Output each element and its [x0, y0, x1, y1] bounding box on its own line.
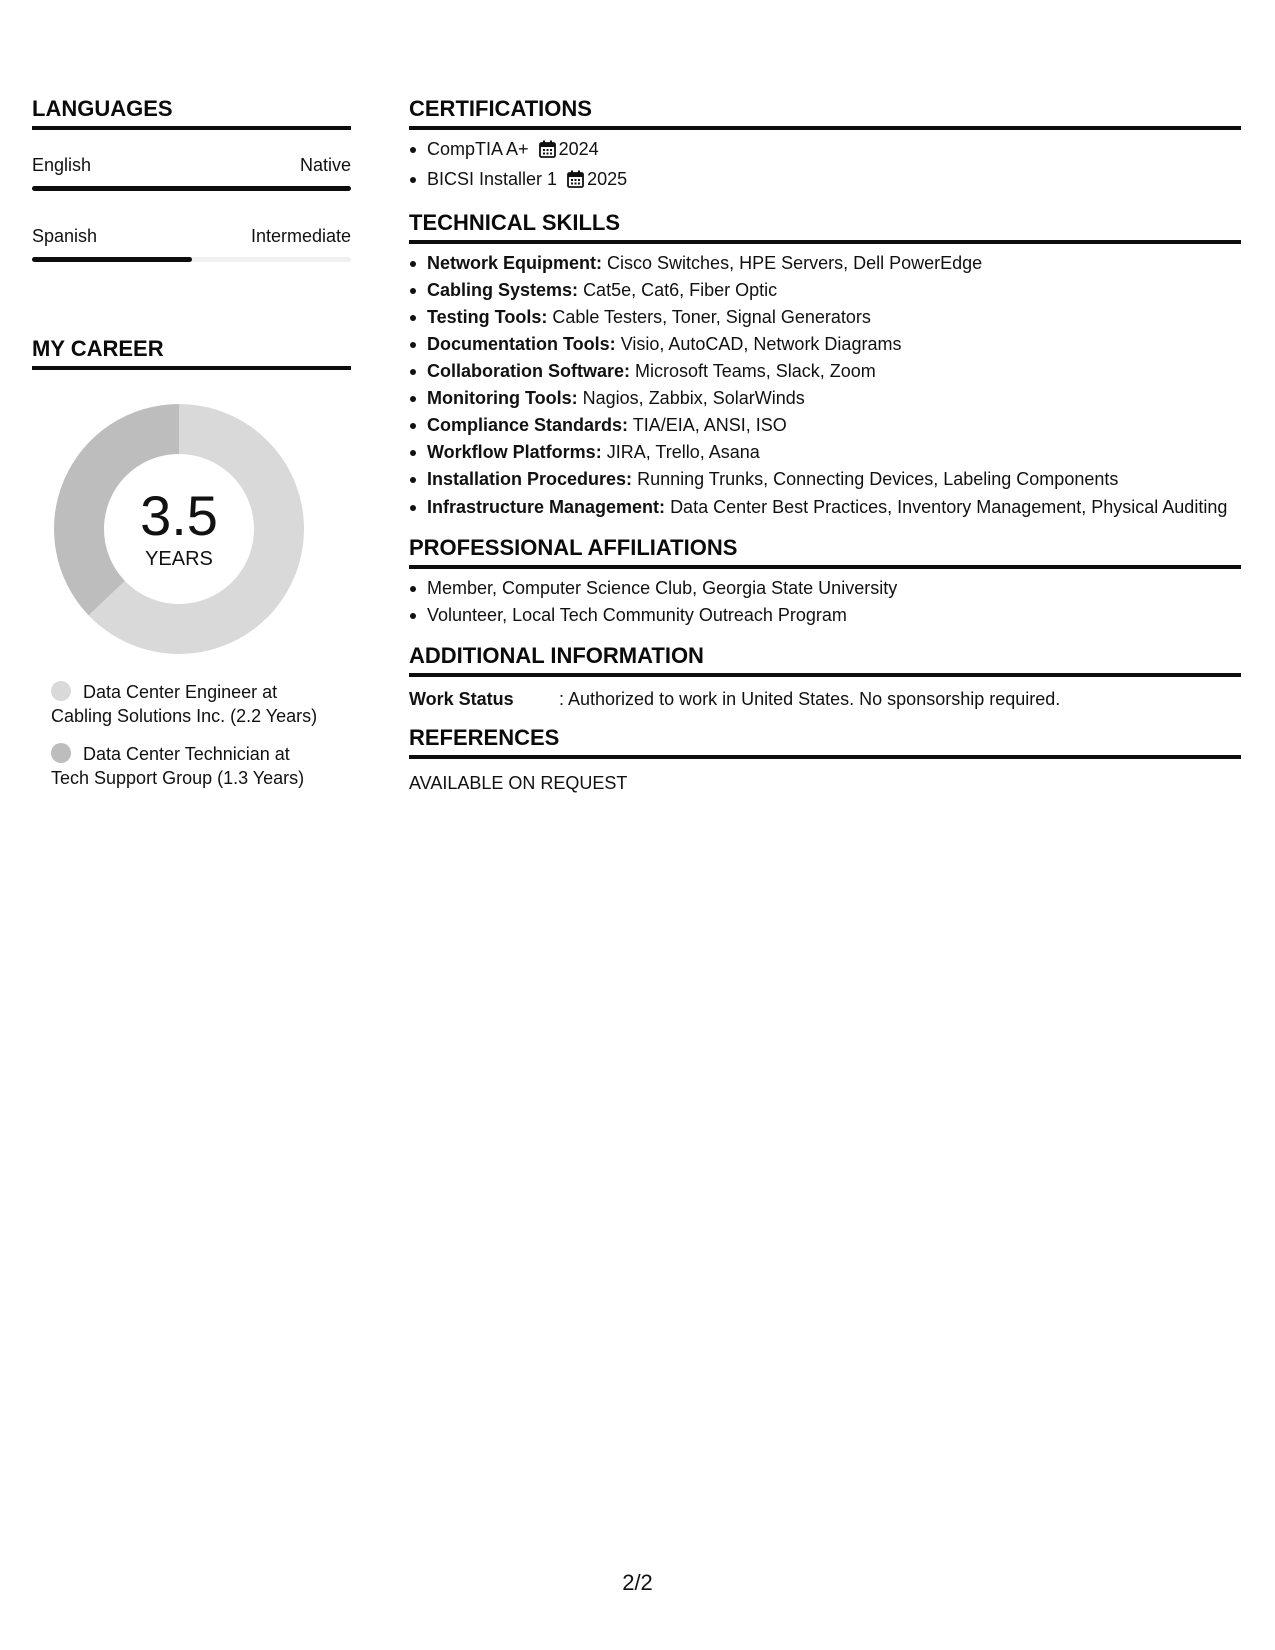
language-proficiency-fill	[32, 186, 351, 191]
skill-label: Testing Tools:	[427, 307, 548, 327]
skill-label: Installation Procedures:	[427, 469, 633, 489]
language-item-spanish	[32, 225, 351, 262]
skill-item	[409, 439, 1241, 466]
skill-label: Cabling Systems:	[427, 280, 579, 300]
language-name: English	[32, 155, 92, 175]
skill-item	[409, 385, 1241, 412]
skill-item	[409, 277, 1241, 304]
language-name: Spanish	[32, 226, 98, 246]
affiliations-section	[409, 535, 1241, 629]
references-title: REFERENCES	[409, 725, 560, 750]
section-divider	[32, 366, 351, 370]
skill-label: Network Equipment:	[427, 253, 603, 273]
legend-item	[51, 680, 321, 728]
skill-value: Cisco Switches, HPE Servers, Dell PowerEdge	[607, 253, 983, 273]
skill-item	[409, 304, 1241, 331]
skill-value: TIA/EIA, ANSI, ISO	[632, 415, 787, 435]
skill-item	[409, 412, 1241, 439]
main-column	[409, 96, 1241, 809]
certification-year: 2024	[558, 139, 599, 159]
language-item-english	[32, 154, 351, 191]
section-divider	[32, 126, 351, 130]
work-status-value: : Authorized to work in United States. No sponsorship required.	[559, 689, 1061, 709]
career-title: MY CAREER	[32, 336, 164, 361]
skill-label: Compliance Standards:	[427, 415, 629, 435]
certification-item	[409, 166, 1241, 196]
legend-swatch	[51, 743, 71, 763]
skill-label: Monitoring Tools:	[427, 388, 578, 408]
skill-item	[409, 466, 1241, 493]
donut-center	[54, 404, 304, 654]
legend-swatch	[51, 681, 71, 701]
skill-value: JIRA, Trello, Asana	[606, 442, 760, 462]
skill-item	[409, 358, 1241, 385]
section-divider	[409, 673, 1241, 677]
language-proficiency-bar	[32, 257, 351, 262]
skill-label: Documentation Tools:	[427, 334, 616, 354]
certification-item	[409, 136, 1241, 166]
skill-label: Infrastructure Management:	[427, 497, 666, 517]
language-proficiency-bar	[32, 186, 351, 191]
skill-item	[409, 331, 1241, 358]
references-section	[409, 725, 1241, 795]
affiliation-item: Volunteer, Local Tech Community Outreach Program	[409, 602, 1241, 629]
career-legend	[51, 680, 321, 790]
skill-value: Data Center Best Practices, Inventory Management, Physical Auditing	[670, 497, 1228, 517]
language-level: Native	[299, 155, 351, 175]
skill-label: Workflow Platforms:	[427, 442, 602, 462]
additional-info-title: ADDITIONAL INFORMATION	[409, 643, 704, 668]
certifications-title: CERTIFICATIONS	[409, 96, 592, 121]
language-level: Intermediate	[250, 226, 351, 246]
technical-skills-section	[409, 210, 1241, 521]
certifications-list	[409, 136, 1241, 196]
work-status-row	[409, 687, 1241, 711]
certifications-section	[409, 96, 1241, 196]
skill-item	[409, 493, 1241, 521]
calendar-icon	[567, 169, 584, 196]
affiliations-list	[409, 575, 1241, 629]
page-number: 2/2	[622, 1570, 653, 1595]
career-total-unit: YEARS	[145, 548, 213, 570]
certification-name: BICSI Installer 1	[427, 169, 558, 189]
technical-skills-title: TECHNICAL SKILLS	[409, 210, 621, 235]
skill-value: Running Trunks, Connecting Devices, Labeling Components	[637, 469, 1119, 489]
languages-section	[32, 96, 351, 262]
language-proficiency-fill	[32, 257, 192, 262]
career-section	[32, 336, 351, 804]
references-text: AVAILABLE ON REQUEST	[409, 773, 628, 793]
skill-value: Visio, AutoCAD, Network Diagrams	[620, 334, 902, 354]
certification-year: 2025	[587, 169, 628, 189]
calendar-icon	[539, 139, 556, 166]
affiliation-item: Member, Computer Science Club, Georgia State University	[409, 575, 1241, 602]
skill-label: Collaboration Software:	[427, 361, 631, 381]
career-total-years: 3.5	[140, 484, 218, 547]
legend-label: Data Center Engineer at Cabling Solutions Inc. (2.2 Years)	[51, 682, 318, 726]
skill-value: Cat5e, Cat6, Fiber Optic	[583, 280, 778, 300]
skill-value: Microsoft Teams, Slack, Zoom	[635, 361, 876, 381]
certification-name: CompTIA A+	[427, 139, 529, 159]
section-divider	[409, 755, 1241, 759]
legend-label: Data Center Technician at Tech Support Group (1.3 Years)	[51, 744, 305, 788]
career-donut-chart	[54, 404, 304, 654]
skill-value: Nagios, Zabbix, SolarWinds	[582, 388, 805, 408]
skill-item	[409, 250, 1241, 277]
legend-item	[51, 742, 321, 790]
languages-title: LANGUAGES	[32, 96, 173, 121]
affiliations-title: PROFESSIONAL AFFILIATIONS	[409, 535, 738, 560]
section-divider	[409, 126, 1241, 130]
section-divider	[409, 565, 1241, 569]
skill-value: Cable Testers, Toner, Signal Generators	[552, 307, 871, 327]
technical-skills-list	[409, 250, 1241, 521]
additional-info-section	[409, 643, 1241, 711]
work-status-label: Work Status	[409, 689, 514, 709]
section-divider	[409, 240, 1241, 244]
